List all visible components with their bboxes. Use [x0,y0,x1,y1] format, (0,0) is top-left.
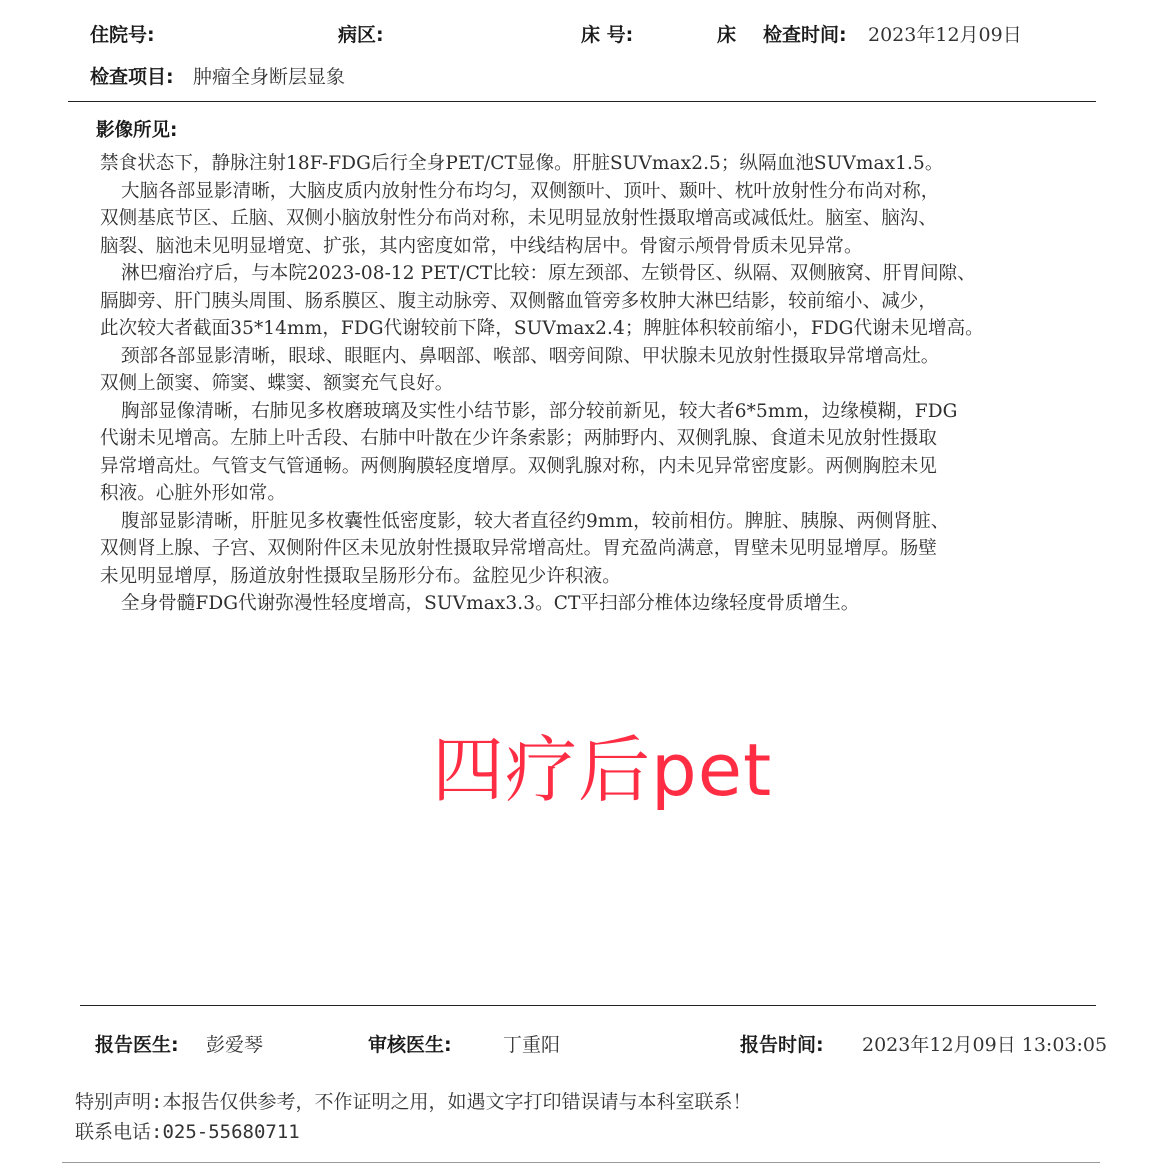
exam-time-label: 检查时间: [763,24,847,46]
exam-item-value: 肿瘤全身断层显象 [193,66,346,88]
findings-line: 腹部显影清晰，肝脏见多枚囊性低密度影，较大者直径约9mm，较前相仿。脾脏、胰腺、两侧肾脏、 [121,510,950,532]
report-time-label: 报告时间: [740,1034,824,1056]
findings-line: 未见明显增厚，肠道放射性摄取呈肠形分布。盆腔见少许积液。 [100,565,621,587]
findings-line: 积液。心脏外形如常。 [100,483,287,504]
bed-no-label: 床 号: [581,24,634,46]
admission-no-label: 住院号: [90,24,155,46]
findings-line: 禁食状态下，静脉注射18F-FDG后行全身PET/CT显像。肝脏SUVmax2.5；纵隔血池SUVmax1.5。 [100,153,944,174]
footer-divider [62,1162,1100,1163]
reviewing-doctor-label: 审核医生: [368,1034,452,1056]
findings-line: 双侧基底节区、丘脑、双侧小脑放射性分布尚对称，未见明显放射性摄取增高或减低灶。脑室、脑沟、 [100,208,938,229]
header-divider [68,101,1096,102]
findings-line: 此次较大者截面35*14mm，FDG代谢较前下降，SUVmax2.4；脾脏体积较前缩小，FDG代谢未见增高。 [100,318,984,339]
reporting-doctor-label: 报告医生: [95,1034,179,1056]
bed-suffix: 床 [717,24,737,46]
findings-line: 双侧肾上腺、子宫、双侧附件区未见放射性摄取异常增高灶。胃充盈尚满意，胃壁未见明显增厚。肠壁 [100,538,938,559]
findings-line: 异常增高灶。气管支气管通畅。两侧胸膜轻度增厚。双侧乳腺对称，内未见异常密度影。两侧胸腔未见 [100,455,938,477]
contact-phone: 联系电话:025-55680711 [75,1121,300,1143]
findings-line: 颈部各部显影清晰，眼球、眼眶内、鼻咽部、喉部、咽旁间隙、甲状腺未见放射性摄取异常增高灶。 [121,345,940,367]
findings-line: 全身骨髓FDG代谢弥漫性轻度增高，SUVmax3.3。CT平扫部分椎体边缘轻度骨质增生。 [121,593,860,614]
findings-line: 胸部显像清晰，右肺见多枚磨玻璃及实性小结节影，部分较前新见，较大者6*5mm，边缘模糊，FDG [121,400,958,422]
findings-line: 膈脚旁、肝门胰头周围、肠系膜区、腹主动脉旁、双侧髂血管旁多枚肿大淋巴结影，较前缩小、减少， [100,290,938,312]
signature-divider [80,1005,1096,1006]
findings-line: 淋巴瘤治疗后，与本院2023-08-12 PET/CT比较：原左颈部、左锁骨区、纵隔、双侧腋窝、肝胃间隙、 [121,263,976,284]
findings-title: 影像所见: [96,120,178,141]
findings-line: 双侧上颌窦、筛窦、蝶窦、额窦充气良好。 [100,373,454,394]
findings-line: 大脑各部显影清晰，大脑皮质内放射性分布均匀，双侧额叶、顶叶、颞叶、枕叶放射性分布尚对称， [121,180,940,202]
ward-label: 病区: [338,24,384,46]
findings-body [100,150,1080,618]
red-annotation: 四疗后pet [432,728,773,812]
disclaimer: 特别声明:本报告仅供参考，不作证明之用，如遇文字打印错误请与本科室联系！ [75,1091,752,1113]
report-time-value: 2023年12月09日 13:03:05 [862,1034,1108,1056]
reporting-doctor-value: 彭爱琴 [206,1034,264,1056]
exam-time-value: 2023年12月09日 [868,24,1022,46]
exam-item-label: 检查项目: [90,66,174,88]
reviewing-doctor-value: 丁重阳 [503,1034,561,1056]
findings-line: 脑裂、脑池未见明显增宽、扩张，其内密度如常，中线结构居中。骨窗示颅骨骨质未见异常。 [100,235,863,257]
findings-line: 代谢未见增高。左肺上叶舌段、右肺中叶散在少许条索影；两肺野内、双侧乳腺、食道未见放射性摄取 [100,428,938,449]
